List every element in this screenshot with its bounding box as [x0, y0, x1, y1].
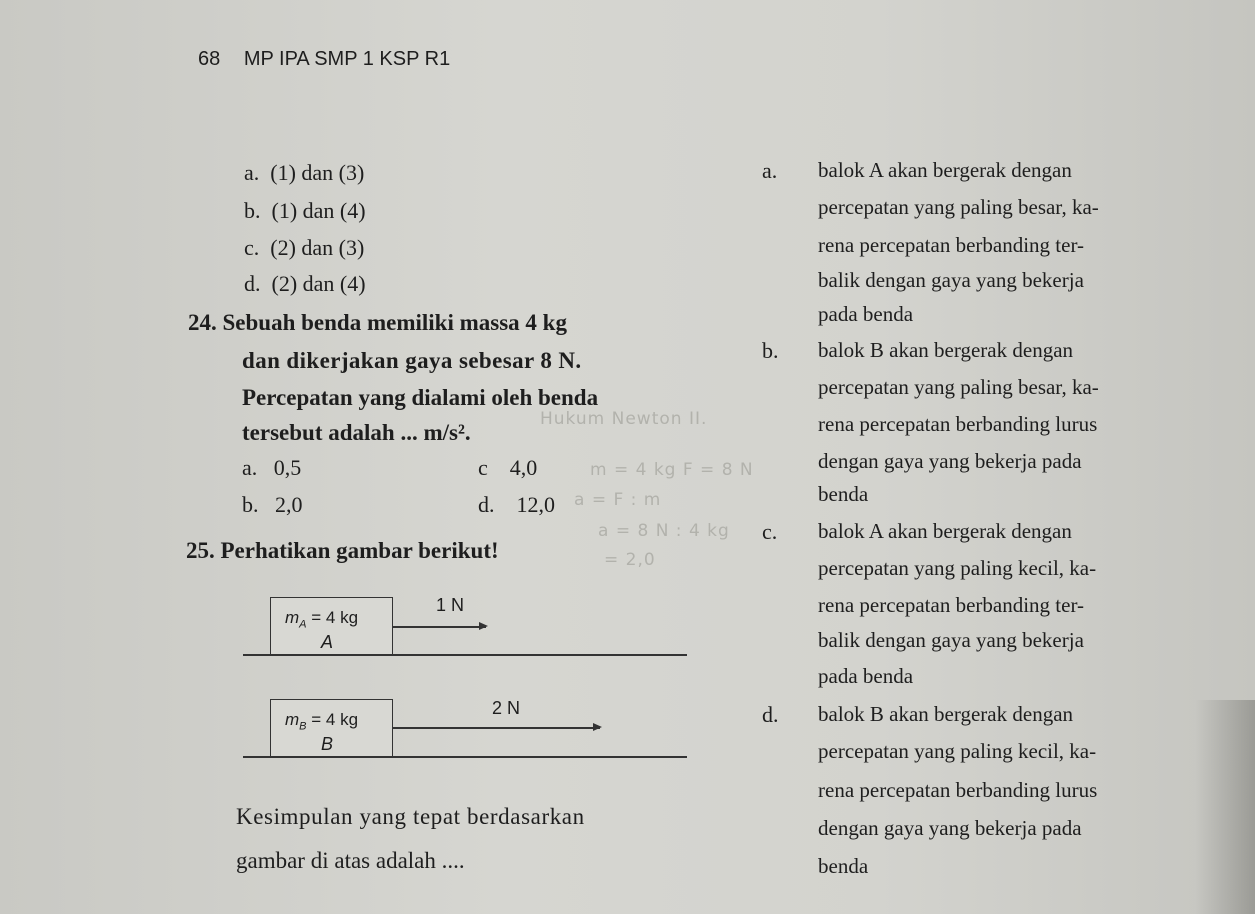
q25-option-b-line-3: rena percepatan berbanding lurus: [818, 412, 1098, 436]
q24-option-a: a. 0,5: [242, 455, 302, 480]
book-title: MP IPA SMP 1 KSP R1: [243, 48, 451, 70]
block-a-mass: $m_A = 4$ kg: [285, 608, 359, 631]
q24-line-3: Percepatan yang dialami oleh benda: [242, 385, 599, 410]
q25-option-a-line-4: balik dengan gaya yang bekerja: [818, 268, 1084, 292]
q24-option-d: d. 12,0: [478, 492, 555, 517]
q25-prompt: 25. Perhatikan gambar berikut!: [186, 538, 499, 563]
q25-option-d-letter: d.: [762, 702, 779, 727]
q25-option-a-line-2: percepatan yang paling besar, ka-: [818, 195, 1099, 219]
q23-option-b: b. (1) dan (4): [244, 198, 366, 223]
pencil-note-4: a = 8 N : 4 kg: [598, 521, 730, 541]
force-a-label: 1 N: [436, 595, 465, 615]
force-arrow-a: [393, 626, 486, 628]
q25-option-d-line-1: balok B akan bergerak dengan: [818, 702, 1074, 726]
q25-option-d-line-5: benda: [818, 854, 869, 878]
q25-option-a-line-1: balok A akan bergerak dengan: [818, 158, 1072, 182]
ground-line-b: [243, 756, 687, 758]
q25-conclusion-line-2: gambar di atas adalah ....: [236, 848, 465, 873]
page-number: 68: [198, 48, 221, 70]
q25-conclusion-line-1: Kesimpulan yang tepat berdasarkan: [236, 804, 585, 829]
q25-option-a-line-3: rena percepatan berbanding ter-: [818, 233, 1085, 257]
q25-option-a-letter: a.: [762, 158, 778, 183]
ground-line-a: [243, 654, 687, 656]
block-b-label: B: [321, 734, 334, 754]
q25-option-b-line-1: balok B akan bergerak dengan: [818, 338, 1074, 362]
force-arrow-b: [393, 727, 600, 729]
page-header: [198, 48, 450, 71]
pencil-note-3: a = F : m: [574, 490, 662, 510]
q25-option-b-letter: b.: [762, 338, 779, 363]
q25-option-c-line-4: balik dengan gaya yang bekerja: [818, 628, 1084, 652]
q25-option-c-line-2: percepatan yang paling kecil, ka-: [818, 556, 1097, 580]
q24-option-b: b. 2,0: [242, 492, 303, 517]
q25-option-a-line-5: pada benda: [818, 302, 914, 326]
block-b-mass: $m_B = 4$ kg: [285, 710, 359, 733]
q25-option-b-line-4: dengan gaya yang bekerja pada: [818, 449, 1082, 473]
pencil-note-1: Hukum Newton II.: [540, 409, 708, 429]
q23-option-c: c. (2) dan (3): [244, 235, 365, 260]
q25-option-b-line-2: percepatan yang paling besar, ka-: [818, 375, 1099, 399]
q24-line-4: tersebut adalah ... m/s².: [242, 420, 471, 445]
q25-option-d-line-3: rena percepatan berbanding lurus: [818, 778, 1098, 802]
page-shadow: [1195, 700, 1255, 914]
q25-option-c-line-5: pada benda: [818, 664, 914, 688]
q25-option-c-line-1: balok A akan bergerak dengan: [818, 519, 1072, 543]
q23-option-d: d. (2) dan (4): [244, 271, 366, 296]
q24-option-c: c 4,0: [478, 455, 538, 480]
q23-option-a: a. (1) dan (3): [244, 160, 365, 185]
q25-option-b-line-5: benda: [818, 482, 869, 506]
q25-option-d-line-4: dengan gaya yang bekerja pada: [818, 816, 1082, 840]
q25-option-c-line-3: rena percepatan berbanding ter-: [818, 593, 1085, 617]
block-a-label: A: [321, 632, 334, 652]
q24-line-1: 24. Sebuah benda memiliki massa 4 kg: [188, 310, 567, 335]
force-b-label: 2 N: [492, 698, 521, 718]
q25-option-c-letter: c.: [762, 519, 778, 544]
block-b: [270, 699, 393, 757]
pencil-note-5: = 2,0: [604, 550, 656, 570]
q24-line-2: dan dikerjakan gaya sebesar 8 N.: [242, 348, 582, 373]
block-a: [270, 597, 393, 655]
q25-option-d-line-2: percepatan yang paling kecil, ka-: [818, 739, 1097, 763]
pencil-note-2: m = 4 kg F = 8 N: [590, 460, 754, 480]
